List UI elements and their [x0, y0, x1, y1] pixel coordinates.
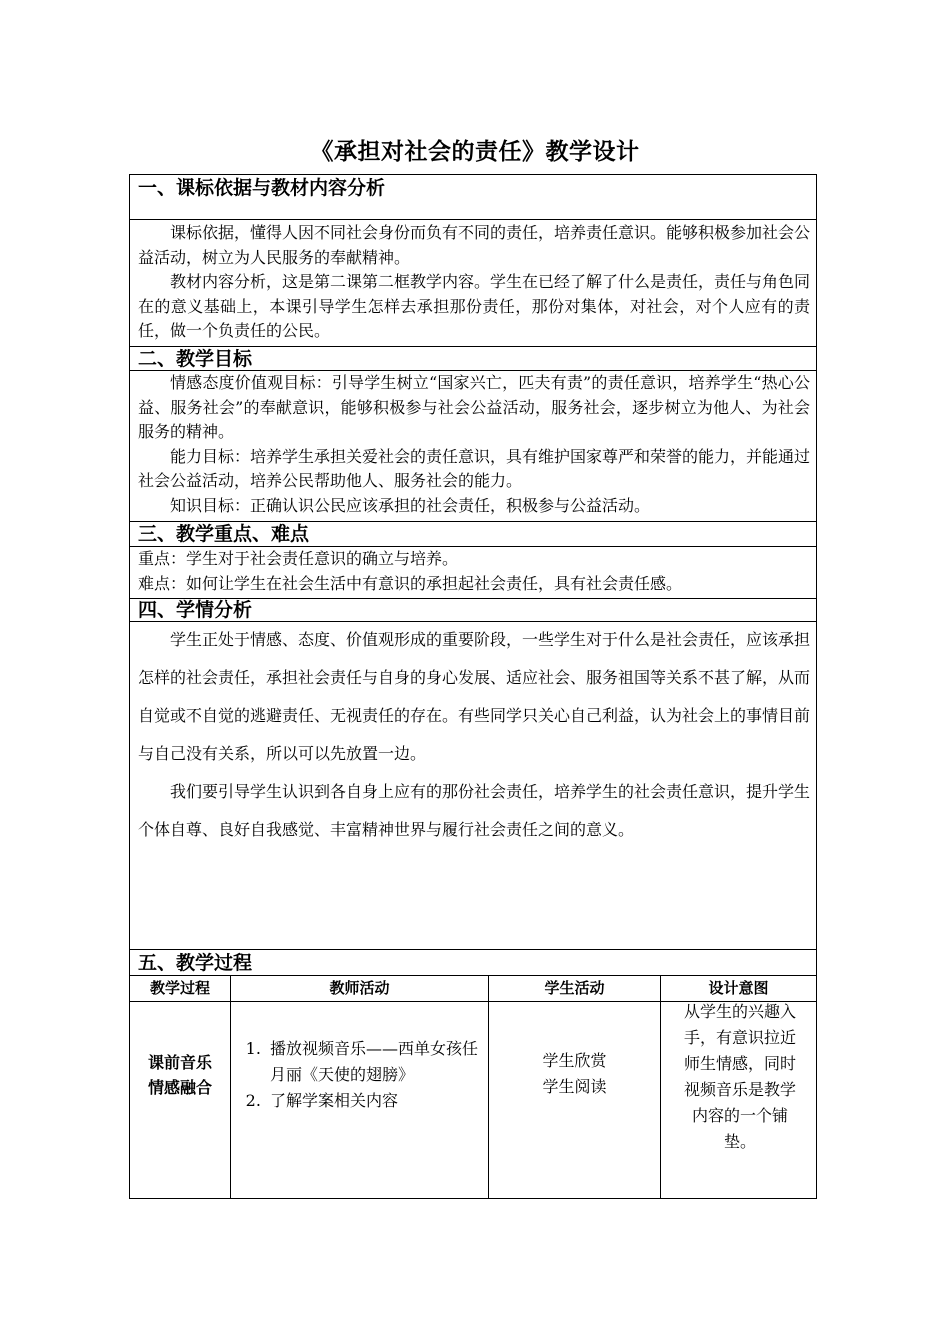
lesson-plan-table: [129, 174, 817, 1199]
teacher-activity-list: [234, 1036, 484, 1114]
stage-line: 课前音乐: [147, 1053, 212, 1072]
paragraph: 学生正处于情感、态度、价值观形成的重要阶段，一些学生对于什么是社会责任，应该承担怎样的社会责任，承担社会责任与自身的身心发展、适应社会、服务祖国等关系不甚了解，从而自觉或不自觉的逃避责任、无视责任的存在。有些同学只关心自己利益，认为社会上的事情目前与自己没有关系，所以可以先放置一边。: [138, 630, 811, 763]
column-divider: [660, 975, 661, 1198]
column-header-intent: 设计意图: [708, 979, 769, 997]
section-heading-objectives: 二、教学目标: [138, 348, 253, 370]
paragraph: 我们要引导学生认识到各自身上应有的那份社会责任，培养学生的社会责任意识，提升学生个体自尊、良好自我感觉、丰富精神世界与履行社会责任之间的意义。: [138, 782, 811, 839]
divider: [130, 219, 816, 220]
section-heading-learner-analysis: 四、学情分析: [138, 599, 253, 621]
divider: [130, 949, 816, 950]
section-body-standards: [138, 221, 810, 344]
section-body-key-points: [138, 547, 810, 596]
paragraph: 课标依据，懂得人因不同社会身份而负有不同的责任，培养责任意识。能够积极参加社会公益活动，树立为人民服务的奉献精神。: [138, 223, 811, 267]
list-item: 2. 了解学案相关内容: [266, 1088, 484, 1114]
section-heading-standards: 一、课标依据与教材内容分析: [138, 177, 386, 199]
design-intent-cell: [666, 999, 814, 1155]
section-body-learner-analysis: [138, 621, 810, 849]
paragraph: 知识目标：正确认识公民应该承担的社会责任，积极参与公益活动。: [170, 495, 651, 515]
teacher-activity-cell: [234, 1036, 484, 1114]
student-activity-cell: [489, 1048, 660, 1100]
paragraph: 能力目标：培养学生承担关爱社会的责任意识，具有维护国家尊严和荣誉的能力，并能通过社会公益活动，培养公民帮助他人、服务社会的能力。: [138, 446, 811, 490]
column-header-teacher: 教师活动: [329, 979, 390, 997]
stage-cell: [130, 1050, 230, 1100]
design-intent-text: 从学生的兴趣入手，有意识拉近师生情感，同时视频音乐是教学内容的一个铺垫。: [683, 1002, 796, 1151]
process-table: [130, 975, 816, 1198]
paragraph: 重点：学生对于社会责任意识的确立与培养。: [138, 549, 459, 568]
column-header-stage: 教学过程: [149, 979, 210, 997]
column-header-student: 学生活动: [544, 979, 605, 997]
paragraph: 教材内容分析，这是第二课第二框教学内容。学生在已经了解了什么是责任，责任与角色同在的意义基础上，本课引导学生怎样去承担那份责任，那份对集体，对社会，对个人应有的责任，做一个负责任的公民。: [138, 272, 811, 340]
student-activity-line: 学生阅读: [542, 1077, 607, 1096]
section-heading-key-points: 三、教学重点、难点: [138, 523, 310, 545]
section-heading-process: 五、教学过程: [138, 952, 253, 974]
column-divider: [230, 975, 231, 1198]
document-title: 《承担对社会的责任》教学设计: [310, 138, 640, 165]
student-activity-line: 学生欣赏: [542, 1051, 607, 1070]
paragraph: 情感态度价值观目标：引导学生树立“国家兴亡，匹夫有责”的责任意识，培养学生“热心公益、服务社会”的奉献意识，能够积极参与社会公益活动，服务社会，逐步树立为他人、为社会服务的精神。: [138, 373, 810, 441]
stage-line: 情感融合: [147, 1078, 212, 1097]
paragraph: 难点：如何让学生在社会生活中有意识的承担起社会责任，具有社会责任感。: [138, 573, 683, 593]
list-item: 1. 播放视频音乐——西单女孩任月丽《天使的翅膀》: [266, 1036, 484, 1088]
section-body-objectives: [138, 371, 810, 518]
